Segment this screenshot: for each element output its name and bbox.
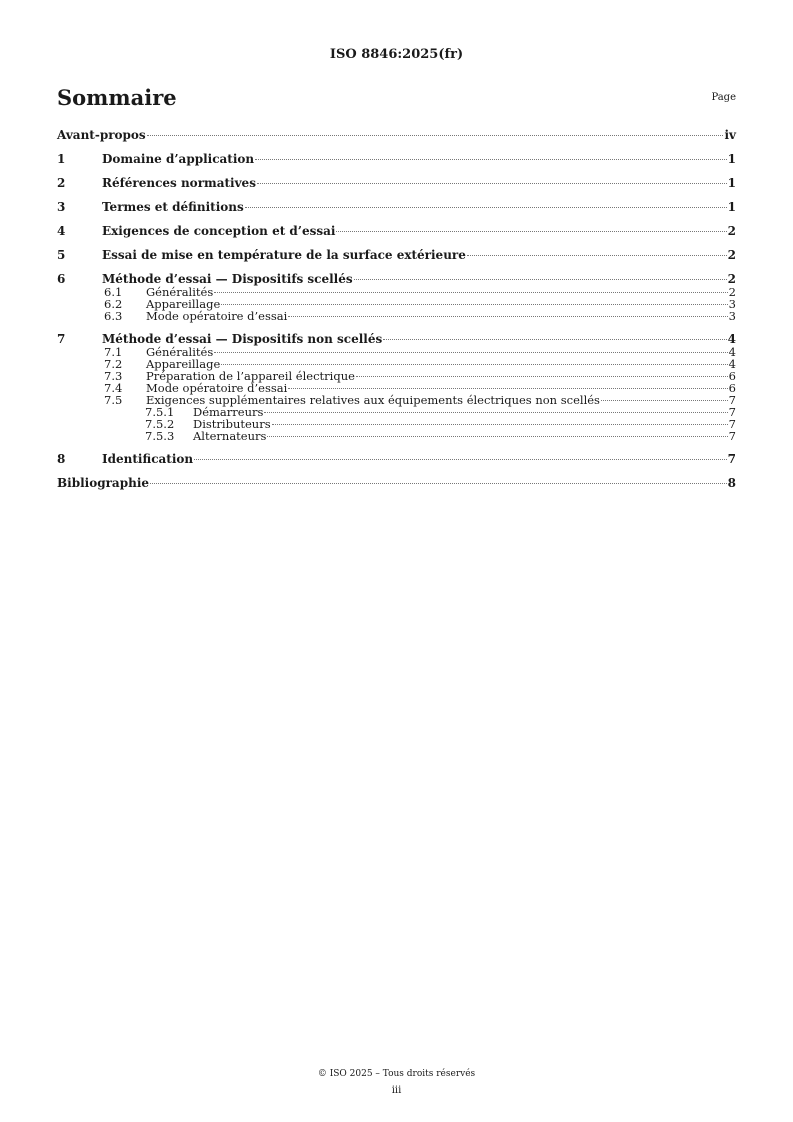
toc-entry-page: 3 [728, 309, 736, 323]
toc-entry-page: 6 [728, 369, 736, 383]
toc-entry-page: 2 [727, 272, 736, 286]
dot-leader [221, 364, 727, 365]
toc-entry-number: 7.5.1 [145, 405, 175, 419]
toc-entry-page: 1 [727, 152, 736, 166]
toc-entry-text: Identification [102, 452, 194, 466]
toc-entry-text: Mode opératoire d’essai [146, 381, 288, 395]
toc-entry-page: iv [724, 128, 736, 142]
toc-entry-page: 4 [728, 357, 736, 371]
toc-entry-text: Références normatives [102, 176, 256, 190]
toc-entry-text: Généralités [146, 285, 214, 299]
toc-entry-4[interactable] [57, 225, 736, 238]
toc-entry-page: 2 [728, 285, 736, 299]
toc-entry-text: Méthode d’essai — Dispositifs non scellés [102, 332, 383, 346]
toc-entry-number: 7.1 [104, 345, 123, 359]
toc-entry-page: 6 [728, 381, 736, 395]
dot-leader [288, 316, 727, 317]
toc-entry-number: 7 [57, 332, 66, 346]
toc-entry-page: 2 [727, 224, 736, 238]
toc-entry-page: 7 [728, 393, 736, 407]
toc-entry-number: 6 [57, 272, 66, 286]
dot-leader [336, 231, 726, 232]
toc-entry-page: 8 [727, 476, 736, 490]
footer-copyright: © ISO 2025 – Tous droits réservés [317, 1069, 476, 1079]
toc-entry-number: 7.2 [104, 357, 123, 371]
toc-entry-page: 1 [727, 200, 736, 214]
toc-entry-text: Distributeurs [193, 417, 271, 431]
toc-entry-number: 2 [57, 176, 66, 190]
dot-leader [147, 135, 724, 136]
toc-entry-avant-propos[interactable] [57, 129, 736, 142]
toc-entry-number: 6.2 [104, 297, 123, 311]
toc-entry-text: Appareillage [146, 297, 221, 311]
toc-entry-page: 3 [728, 297, 736, 311]
toc-entry-8[interactable] [57, 453, 736, 466]
dot-leader [255, 159, 727, 160]
toc-entry-5[interactable] [57, 249, 736, 262]
toc-entry-text: Domaine d’application [102, 152, 255, 166]
dot-leader [354, 279, 727, 280]
toc-entry-text: Méthode d’essai — Dispositifs scellés [102, 272, 353, 286]
toc-entry-number: 7.5 [104, 393, 123, 407]
dot-leader [267, 436, 727, 437]
toc-entry-page: 2 [727, 248, 736, 262]
toc-entry-page: 7 [727, 452, 736, 466]
dot-leader [264, 412, 727, 413]
toc-entry-page: 7 [728, 417, 736, 431]
table-of-contents [57, 129, 736, 501]
toc-entry-number: 6.1 [104, 285, 123, 299]
toc-entry-1[interactable] [57, 153, 736, 166]
toc-entry-text: Exigences supplémentaires relatives aux équipements électriques non scellés [146, 393, 600, 407]
toc-entry-bibliographie[interactable] [57, 477, 736, 490]
toc-entry-number: 4 [57, 224, 66, 238]
dot-leader [150, 483, 727, 484]
toc-entry-number: 7.4 [104, 381, 123, 395]
toc-entry-page: 1 [727, 176, 736, 190]
toc-entry-text: Mode opératoire d’essai [146, 309, 288, 323]
dot-leader [601, 400, 728, 401]
document-identifier: ISO 8846:2025(fr) [329, 47, 464, 62]
toc-entry-text: Alternateurs [193, 429, 267, 443]
toc-entry-number: 7.3 [104, 369, 123, 383]
dot-leader [356, 376, 728, 377]
toc-entry-6-3[interactable] [57, 310, 736, 322]
toc-entry-page: 4 [728, 345, 736, 359]
toc-entry-page: 7 [728, 429, 736, 443]
toc-entry-text: Généralités [146, 345, 214, 359]
dot-leader [245, 207, 727, 208]
toc-entry-number: 3 [57, 200, 66, 214]
toc-entry-7-5-3[interactable] [57, 430, 736, 442]
toc-entry-text: Essai de mise en température de la surface extérieure [102, 248, 466, 262]
page-column-label: Page [711, 92, 736, 103]
toc-entry-text: Exigences de conception et d’essai [102, 224, 336, 238]
dot-leader [383, 339, 726, 340]
dot-leader [214, 352, 727, 353]
toc-entry-text: Démarreurs [193, 405, 264, 419]
toc-entry-number: 5 [57, 248, 66, 262]
dot-leader [214, 292, 727, 293]
dot-leader [272, 424, 728, 425]
toc-entry-number: 7.5.2 [145, 417, 175, 431]
toc-entry-number: 7.5.3 [145, 429, 175, 443]
toc-entry-page: 7 [728, 405, 736, 419]
toc-entry-text: Appareillage [146, 357, 221, 371]
toc-entry-text: Avant-propos [57, 128, 146, 142]
dot-leader [221, 304, 727, 305]
dot-leader [194, 459, 727, 460]
dot-leader [467, 255, 727, 256]
toc-entry-page: 4 [727, 332, 736, 346]
dot-leader [288, 388, 727, 389]
toc-entry-3[interactable] [57, 201, 736, 214]
toc-entry-2[interactable] [57, 177, 736, 190]
dot-leader [257, 183, 727, 184]
toc-entry-number: 1 [57, 152, 66, 166]
toc-entry-text: Bibliographie [57, 476, 150, 490]
toc-entry-number: 6.3 [104, 309, 123, 323]
toc-title: Sommaire [57, 85, 177, 110]
footer-page-number: iii [391, 1085, 402, 1096]
toc-entry-number: 8 [57, 452, 66, 466]
toc-entry-text: Termes et définitions [102, 200, 244, 214]
toc-entry-text: Préparation de l’appareil électrique [146, 369, 355, 383]
